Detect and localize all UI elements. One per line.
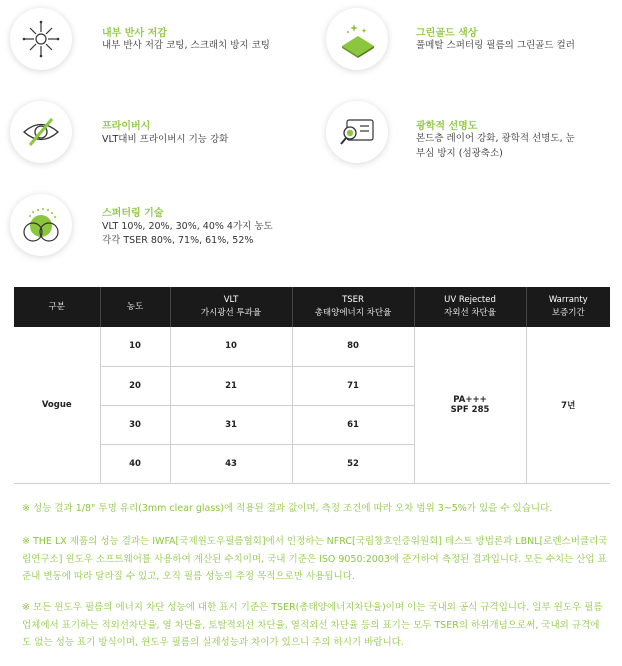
header-uv: UV Rejected 자외선 차단율 xyxy=(414,287,526,327)
table-header-row xyxy=(14,287,610,327)
eye-slash-icon xyxy=(20,111,62,153)
feature-title-sputtering: 스퍼터링 기술 xyxy=(102,208,164,219)
tser-cell: 80 xyxy=(292,327,414,366)
feature-icon-circle-color xyxy=(326,8,388,70)
product-name-cell: Vogue xyxy=(14,327,100,483)
density-cell: 10 xyxy=(100,327,170,366)
vlt-cell: 21 xyxy=(170,366,292,405)
header-warranty: Warranty 보증기간 xyxy=(526,287,610,327)
tser-cell: 61 xyxy=(292,405,414,444)
header-tser: TSER 총태양에너지 차단율 xyxy=(292,287,414,327)
feature-icon-circle-reflection xyxy=(10,8,72,70)
vlt-cell: 10 xyxy=(170,327,292,366)
green-film-sheet-icon xyxy=(336,18,378,60)
spec-table xyxy=(14,287,610,484)
sparkle-burst-icon xyxy=(21,19,61,59)
header-vlt: VLT 가시광선 투과율 xyxy=(170,287,292,327)
feature-desc-sputtering-line2: 각각 TSER 80%, 71%, 61%, 52% xyxy=(102,235,254,246)
uv-cell: PA+++ SPF 285 xyxy=(414,327,526,483)
sputtering-circles-icon xyxy=(19,203,63,247)
tser-cell: 71 xyxy=(292,366,414,405)
footnote-tser: ※ 모든 윈도우 필름의 에너지 차단 성능에 대한 표시 기준은 TSER(총태양에너지차단율)이며 이는 국내외 공식 규격입니다. 일부 윈도우 필름 업체에서 표기하는 적외선차단율, 열 차단율, 토탈적외선 차단율, 열적외선 차단율 등의 표기는 모두 TSER의 하위개념으로써, 국내외 규격에도 없는 성능 표기 방식이며, 윈도우 필름의 실제성능과 차이가 있으니 주의 하시기 바랍니다. xyxy=(22,602,603,648)
table-row xyxy=(14,327,610,366)
magnifier-card-icon xyxy=(336,111,378,153)
density-cell: 40 xyxy=(100,444,170,483)
feature-desc-reflection: 내부 반사 저감 코팅, 스크래치 방지 코팅 xyxy=(102,40,270,51)
density-cell: 30 xyxy=(100,405,170,444)
feature-desc-color: 풀메탈 스퍼터링 필름의 그린골드 컬러 xyxy=(416,40,575,51)
feature-title-color: 그린골드 색상 xyxy=(416,28,478,39)
feature-icon-circle-privacy xyxy=(10,101,72,163)
header-category: 구분 xyxy=(14,287,100,327)
density-cell: 20 xyxy=(100,366,170,405)
feature-title-clarity: 광학적 선명도 xyxy=(416,121,478,132)
feature-title-reflection: 내부 반사 저감 xyxy=(102,28,167,39)
feature-desc-sputtering-line1: VLT 10%, 20%, 30%, 40% 4가지 농도 xyxy=(102,221,273,232)
feature-title-privacy: 프라이버시 xyxy=(102,121,151,132)
header-density: 농도 xyxy=(100,287,170,327)
feature-icon-circle-clarity xyxy=(326,101,388,163)
vlt-cell: 31 xyxy=(170,405,292,444)
tser-cell: 52 xyxy=(292,444,414,483)
feature-desc-clarity-line1: 본드층 레이어 강화, 광학적 선명도, 눈 xyxy=(416,133,575,144)
feature-icon-circle-sputtering xyxy=(10,194,72,256)
vlt-cell: 43 xyxy=(170,444,292,483)
footnote-standards: ※ THE LX 제품의 성능 결과는 IWFA[국제윈도우필름협회]에서 인정하는 NFRC[국립창호인증위원회] 테스트 방법론과 LBNL[로렌스버클리국립연구소] 윈도우 소프트웨어를 사용하여 계산된 수치이며, 국내 기준은 ISO 9050:2003에 준거하여 측정된 결과입니다. 모든 수치는 산업 표준내 변동에 따라 달라질 수 있고, 오직 필름 성능의 추정 목적으로만 사용됩니다. xyxy=(22,536,608,582)
feature-desc-clarity-line2: 부심 방지 (섬광축소) xyxy=(416,148,503,159)
feature-desc-privacy: VLT대비 프라이버시 기능 강화 xyxy=(102,134,229,145)
footnote-measurement: ※ 성능 결과 1/8" 투명 유리(3mm clear glass)에 적용된 결과 값이며, 측정 조건에 따라 오차 범위 3~5%가 있을 수 있습니다. xyxy=(22,503,553,514)
warranty-cell: 7년 xyxy=(526,327,610,483)
